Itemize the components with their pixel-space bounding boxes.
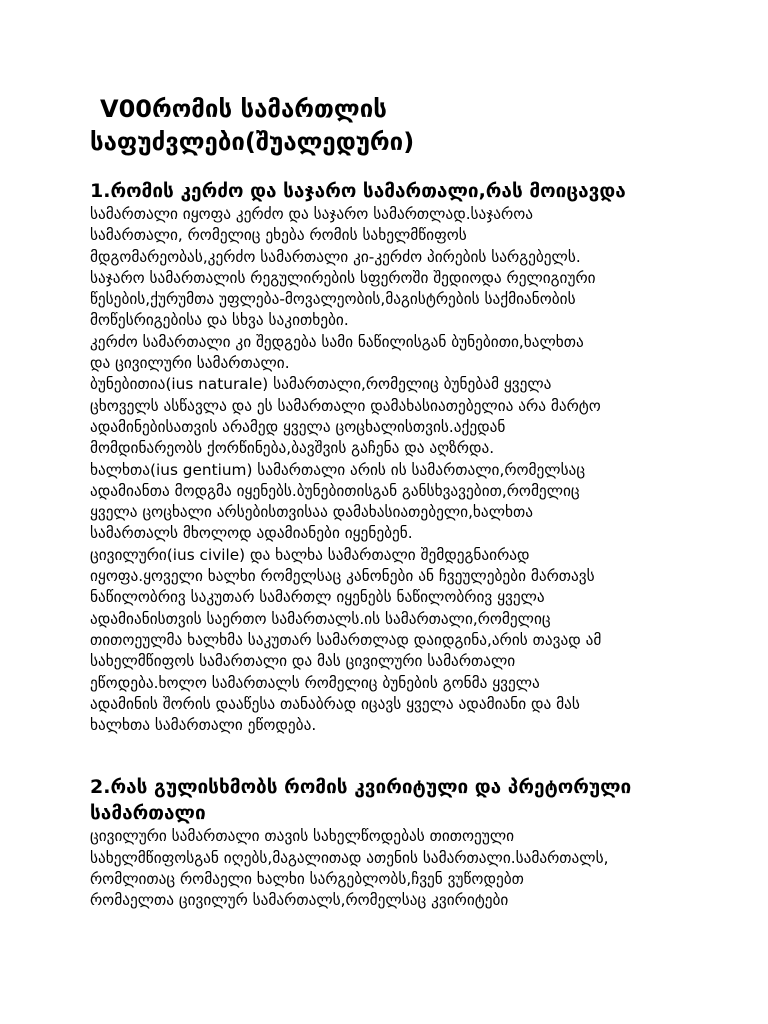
body-line: ნაწილობრივ საკუთარ სამართლ იყენებს ნაწილობრივ ყველა	[90, 588, 545, 607]
document-page	[90, 0, 750, 912]
body-line: თითოეულმა ხალხმა საკუთარ სამართლად დაიდგინა,არის თავად ამ	[90, 630, 602, 649]
section-1	[90, 178, 750, 736]
body-line: მდგომარეობას,კერძო სამართალი კი-კერძო პირების სარგებელს.	[90, 247, 581, 266]
body-line: ადამიანისთვის საერთო სამართალს.ის სამართალი,რომელიც	[90, 609, 551, 628]
body-line: სამართალი იყოფა კერძო და საჯარო სამართლად.საჯაროა	[90, 205, 534, 223]
body-line: ყველა ცოცხალი არსებისთვისაა დამახასიათებელი,ხალხთა	[90, 503, 533, 522]
body-line: ადამინებისათვის არამედ ყველა ცოცხალისთვის.აქედან	[90, 417, 506, 436]
body-line: ხალხთა(ius gentium) სამართალი არის ის სამართალი,რომელსაც	[90, 460, 586, 479]
body-line: რომლითაც რომაელი ხალხი სარგებლობს,ჩვენ ვუწოდებთ	[90, 870, 524, 889]
body-line: ხალხთა სამართალი ეწოდება.	[90, 716, 317, 735]
body-line: ცივილური სამართალი თავის სახელწოდებას თითოეული	[90, 827, 515, 846]
section-1-body	[90, 204, 750, 736]
body-line: მოწესრიგებისა და სხვა საკითხები.	[90, 311, 349, 330]
body-line: ეწოდება.ხოლო სამართალს რომელიც ბუნების გონმა ყველა	[90, 673, 540, 692]
section-heading-line: სამართალი	[90, 802, 206, 825]
body-line: ადამიანთა მოდგმა იყენებს.ბუნებითისგან განსხვავებით,რომელიც	[90, 481, 580, 500]
body-line: სახელმწიფოს სამართალი და მას ცივილური სამართალი	[90, 652, 516, 671]
body-line: სამართალი, რომელიც ეხება რომის სახელმწიფოს	[90, 226, 467, 245]
section-heading-line: 1.რომის კერძო და საჯარო სამართალი,რას მოიცავდა	[90, 180, 626, 202]
body-line: კერძო სამართალი კი შედგება სამი ნაწილისგან ბუნებითი,ხალხთა	[90, 332, 584, 351]
body-line: სამართალს მხოლოდ ადამიანები იყენებენ.	[90, 524, 413, 543]
section-2	[90, 774, 750, 911]
body-line: საჯარო სამართალის რეგულირების სფეროში შედიოდა რელიგიური	[90, 268, 596, 287]
body-line: რომაელთა ცივილურ სამართალს,რომელსაც კვირიტები	[90, 891, 509, 910]
section-1-heading	[90, 178, 750, 204]
document-title	[90, 93, 750, 159]
section-heading-line: 2.რას გულისხმობს რომის კვირიტული და პრეტორული	[90, 776, 632, 799]
body-line: და ცივილური სამართალი.	[90, 354, 290, 373]
body-line: იყოფა.ყოველი ხალხი რომელსაც კანონები ან ჩვეულებები მართავს	[90, 567, 595, 586]
body-line: ბუნებითია(ius naturale) სამართალი,რომელიც ბუნებამ ყველა	[90, 375, 552, 394]
body-line: მომდინარეობს ქორწინება,ბავშვის გაჩენა და აღზრდა.	[90, 439, 495, 458]
document-title-line: V00რომის სამართლის	[100, 95, 387, 123]
body-line: წესების,ქურუმთა უფლება-მოვალეობის,მაგისტრების საქმიანობის	[90, 290, 576, 309]
body-line: ადამინის შორის დააწესა თანაბრად იცავს ყველა ადამიანი და მას	[90, 694, 580, 713]
body-line: ცხოველს ასწავლა და ეს სამართალი დამახასიათებელია არა მარტო	[90, 396, 601, 415]
section-2-heading	[90, 774, 750, 826]
document-title-line: საფუძვლები(შუალედური)	[90, 128, 415, 156]
section-2-body	[90, 826, 750, 911]
body-line: სახელმწიფოსგან იღებს,მაგალითად ათენის სამართალი.სამართალს,	[90, 848, 609, 867]
body-line: ცივილური(ius civile) და ხალხა სამართალი შემდეგნაირად	[90, 545, 530, 564]
